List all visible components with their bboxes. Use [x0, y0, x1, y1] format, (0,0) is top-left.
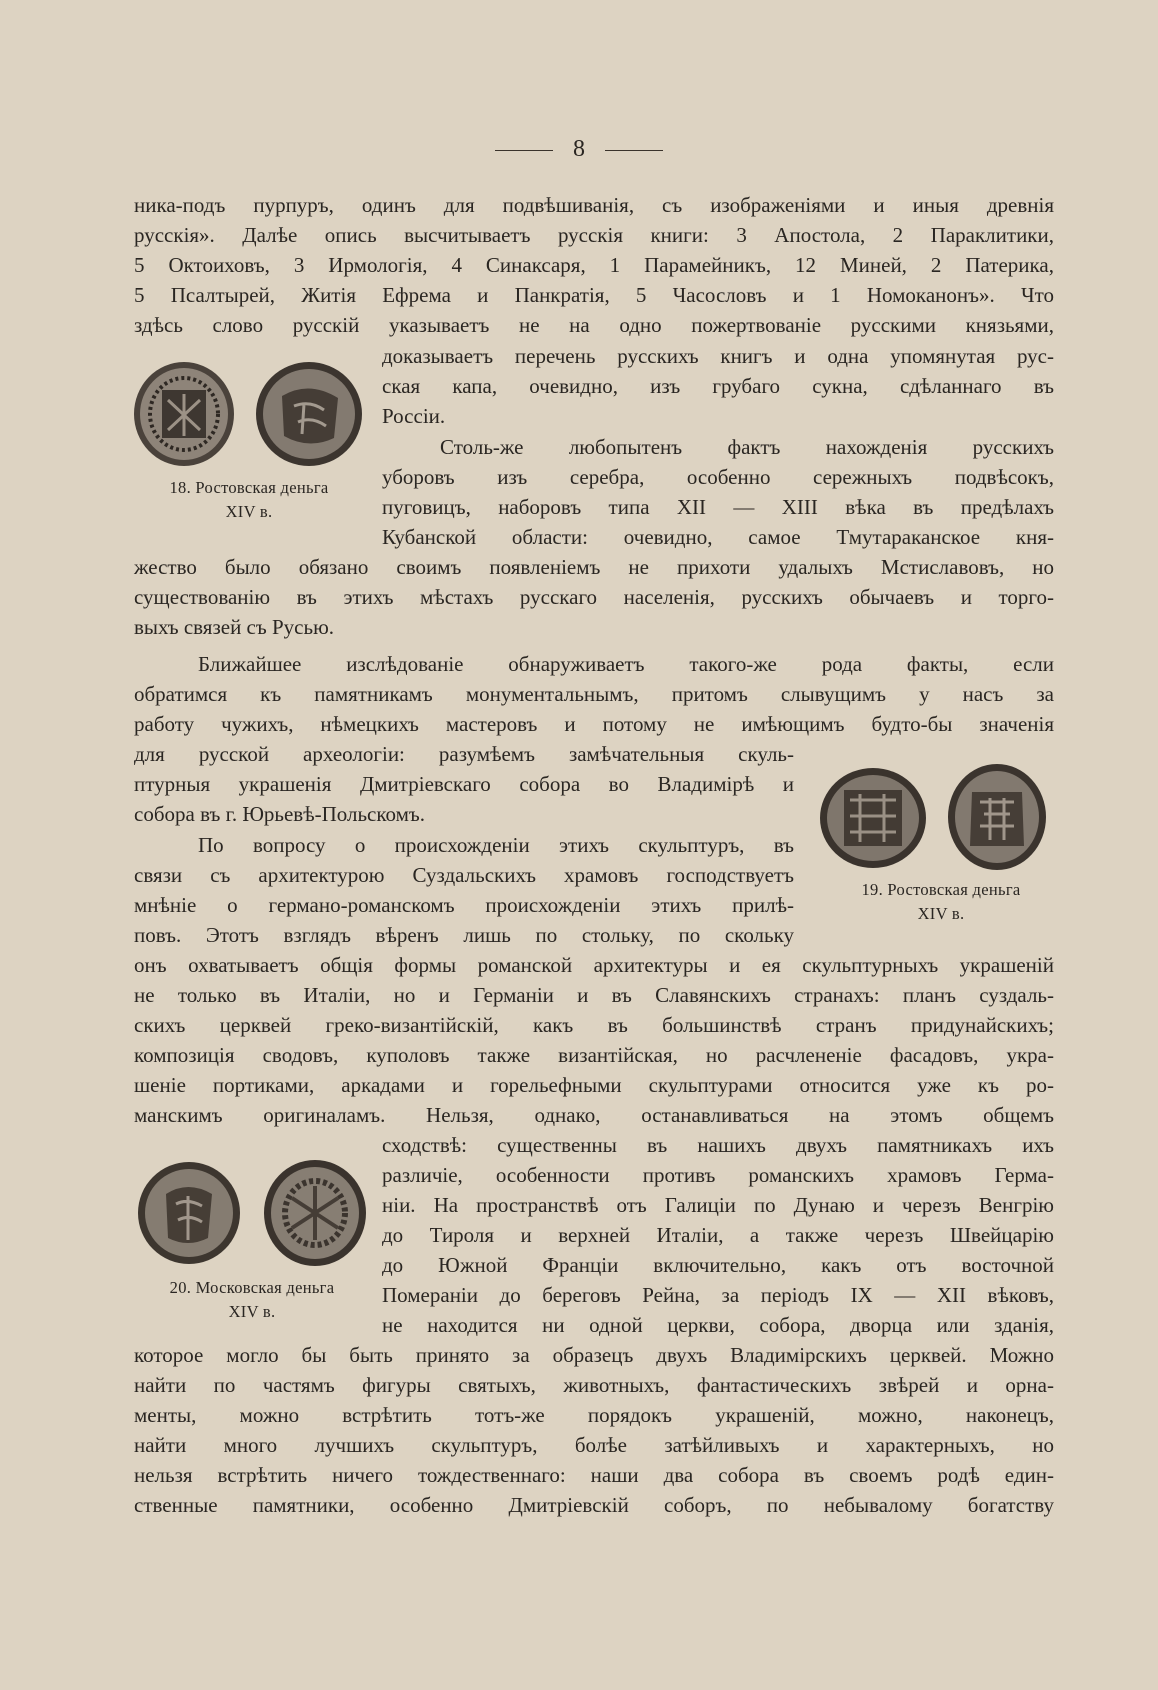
text-line: 5 Псалтырей, Житія Ефрема и Панкратія, 5 Часословъ и 1 Номоканонъ». Что: [134, 283, 1054, 307]
text-line: доказываетъ перечень русскихъ книгъ и одна упомянутая рус-: [382, 344, 1054, 368]
text-line: сходствѣ: существенны въ нашихъ двухъ памятникахъ ихъ: [382, 1133, 1054, 1157]
text-line: существованію въ этихъ мѣстахъ русскаго населенія, русскихъ обычаевъ и торго-: [134, 585, 1054, 609]
text-line: уборовъ изъ серебра, особенно сережныхъ подвѣсокъ,: [382, 465, 1054, 489]
text-line: манскимъ оригиналамъ. Нельзя, однако, останавливаться на этомъ общемъ: [134, 1103, 1054, 1127]
figure-20-caption-title: 20. Московская деньга: [169, 1278, 335, 1297]
text-line: собора въ г. Юрьевѣ-Польскомъ.: [134, 802, 426, 826]
text-line: жество было обязано своимъ появленіемъ не прихоти удалыхъ Мстиславовъ, но: [134, 555, 1054, 579]
text-line: здѣсь слово русскій указываетъ не на одно пожертвованіе русскими князьями,: [134, 313, 1054, 337]
coin-19-obverse: [818, 766, 928, 870]
coin-18-obverse: [132, 360, 236, 468]
text-line: Ближайшее изслѣдованіе обнаруживаетъ такого-же рода факты, если: [198, 652, 1054, 676]
text-line: для русской археологіи: разумѣемъ замѣчательныя скуль-: [134, 742, 794, 766]
text-line: шеніе портиками, аркадами и горельефными скульптурами относится уже къ ро-: [134, 1073, 1054, 1097]
coin-18-reverse: [254, 360, 364, 468]
text-line: менты, можно встрѣтить тотъ-же порядокъ украшеній, можно, наконецъ,: [134, 1403, 1054, 1427]
text-line: пуговицъ, наборовъ типа XII — XIII вѣка въ предѣлахъ: [382, 495, 1054, 519]
figure-18-caption-century: XIV в.: [225, 502, 273, 521]
text-line: птурныя украшенія Дмитріевскаго собора во Владимірѣ и: [134, 772, 794, 796]
figure-19-caption: [830, 878, 1052, 926]
text-line: работу чужихъ, нѣмецкихъ мастеровъ и потому не имѣющимъ будто-бы значенія: [134, 712, 1054, 736]
text-line: связи съ архитектурою Суздальскихъ храмовъ господствуетъ: [134, 863, 794, 887]
text-line: нельзя встрѣтить ничего тождественнаго: наши два собора въ своемъ родѣ един-: [134, 1463, 1054, 1487]
figure-20-caption-century: XIV в.: [228, 1302, 276, 1321]
text-line: Россіи.: [382, 404, 446, 428]
text-line: ніи. На пространствѣ отъ Галиціи по Дунаю и черезъ Венгрію: [382, 1193, 1054, 1217]
text-line: русскія». Далѣе опись высчитываетъ русскія книги: 3 Апостола, 2 Параклитики,: [134, 223, 1054, 247]
text-line: которое могло бы быть принято за образецъ двухъ Владимірскихъ церквей. Можно: [134, 1343, 1054, 1367]
text-line: ника-подъ пурпуръ, одинъ для подвѣшиванія, съ изображеніями и иныя древнія: [134, 193, 1054, 217]
text-line: до Южной Франціи включительно, какъ отъ восточной: [382, 1253, 1054, 1277]
text-line: не только въ Италіи, но и Германіи и въ Славянскихъ странахъ: планъ суздаль-: [134, 983, 1054, 1007]
text-line: различіе, особенности противъ романскихъ храмовъ Герма-: [382, 1163, 1054, 1187]
text-line: онъ охватываетъ общія формы романской архитектуры и ея скульптурныхъ украшеній: [134, 953, 1054, 977]
text-line: Столь-же любопытенъ фактъ нахожденія русскихъ: [440, 435, 1054, 459]
text-line: Кубанской области: очевидно, самое Тмутараканское кня-: [382, 525, 1054, 549]
text-line: Помераніи до береговъ Рейна, за періодъ IX — XII вѣковъ,: [382, 1283, 1054, 1307]
header-rule-right: [605, 150, 663, 151]
text-line: 5 Октоиховъ, 3 Ирмологія, 4 Синаксаря, 1 Парамейникъ, 12 Миней, 2 Патерика,: [134, 253, 1054, 277]
text-line: не находится ни одной церкви, собора, дворца или зданія,: [382, 1313, 1054, 1337]
text-line: выхъ связей съ Русью.: [134, 615, 335, 639]
text-line: скихъ церквей греко-византійскій, какъ въ большинствѣ странъ придунайскихъ;: [134, 1013, 1054, 1037]
figure-20-caption: [134, 1276, 370, 1324]
text-line: обратимся къ памятникамъ монументальнымъ, притомъ слывущимъ у насъ за: [134, 682, 1054, 706]
text-line: ственные памятники, особенно Дмитріевскій соборъ, по небывалому богатству: [134, 1493, 1054, 1517]
figure-19-caption-century: XIV в.: [917, 904, 965, 923]
page-header: [0, 136, 1158, 163]
figure-18-caption-title: 18. Ростовская деньга: [169, 478, 329, 497]
coin-19-reverse: [946, 762, 1048, 872]
text-line: найти по частямъ фигуры святыхъ, животныхъ, фантастическихъ звѣрей и орна-: [134, 1373, 1054, 1397]
figure-18-caption: [134, 476, 364, 524]
text-line: По вопросу о происхожденіи этихъ скульптуръ, въ: [198, 833, 794, 857]
text-line: композиція сводовъ, куполовъ также византійская, но расчлененіе фасадовъ, укра-: [134, 1043, 1054, 1067]
coin-20-obverse: [136, 1160, 242, 1266]
text-line: мнѣніе о германо-романскомъ происхожденіи этихъ прилѣ-: [134, 893, 794, 917]
coin-20-reverse: [262, 1158, 368, 1268]
text-line: повъ. Этотъ взглядъ вѣренъ лишь по стольку, по скольку: [134, 923, 794, 947]
page-number: 8: [573, 136, 585, 162]
header-rule-left: [495, 150, 553, 151]
text-line: найти много лучшихъ скульптуръ, болѣе затѣйливыхъ и характерныхъ, но: [134, 1433, 1054, 1457]
text-line: ская капа, очевидно, изъ грубаго сукна, сдѣланнаго въ: [382, 374, 1054, 398]
figure-19-caption-title: 19. Ростовская деньга: [861, 880, 1021, 899]
text-line: до Тироля и верхней Италіи, а также черезъ Швейцарію: [382, 1223, 1054, 1247]
